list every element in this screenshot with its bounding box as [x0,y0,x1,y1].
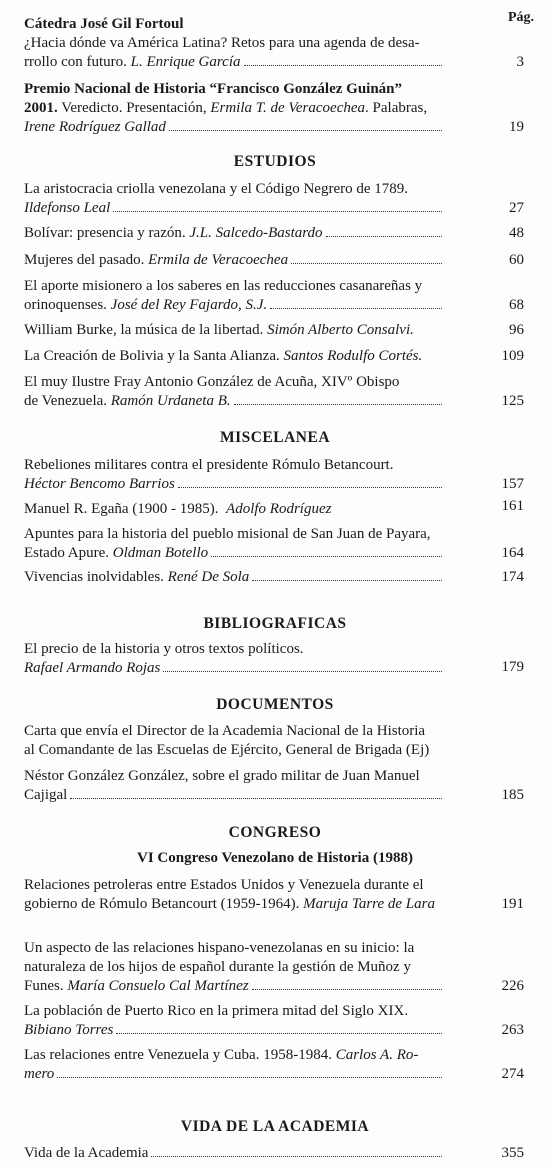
page-number: 60 [509,252,524,268]
entry-author: Santos Rodulfo Cortés. [283,348,423,364]
dot-leader [169,130,442,131]
entry-title-end: Funes. María Consuelo Cal Martínez [24,977,444,996]
entry-author: L. Enrique García [130,54,241,70]
section-heading-bibliograficas: BIBLIOGRAFICAS [203,615,347,632]
entry-author: Adolfo Rodríguez [226,501,332,517]
toc-entry [24,568,444,587]
toc-entry [24,224,444,243]
toc-entry [24,767,444,805]
page-number: 164 [501,545,524,561]
toc-entry [24,1002,444,1040]
entry-title-end [24,475,444,494]
dot-leader [113,211,442,212]
entry-title-end: rrollo con futuro. L. Enrique García [24,53,444,72]
dot-leader [234,404,442,405]
page-number: 263 [501,1022,524,1038]
toc-entry-premio [24,80,444,137]
entry-title-end [24,659,444,678]
page-number: 19 [509,119,524,135]
section-heading-estudios: ESTUDIOS [233,153,317,170]
entry-author: Bibiano Torres [24,1022,114,1038]
entry-title: Un aspecto de las relaciones hispano-venezolanas en su inicio: la [24,940,415,956]
page-number: 96 [509,322,524,338]
page-number: 161 [501,498,524,514]
dot-leader [270,308,442,309]
entry-title-end: al Comandante de las Escuelas de Ejército, General de Brigada (Ej) [24,742,430,758]
toc-entry [24,640,444,678]
page-number: 3 [516,54,524,70]
entry-author: Irene Rodríguez Gallad [24,119,166,135]
section-heading-documentos: DOCUMENTOS [216,696,334,713]
toc-entry [24,373,444,411]
dot-leader [252,580,442,581]
page-number: 179 [501,659,524,675]
entry-title-end [24,118,444,137]
entry-title-end [24,1021,444,1040]
entry-title: William Burke, la música de la libertad. Simón Alberto Consalvi. [24,322,414,338]
entry-heading: Premio Nacional de Historia “Francisco González Guinán” [24,81,403,97]
dot-leader [326,236,442,237]
toc-entry [24,876,444,914]
entry-title: Manuel R. Egaña (1900 - 1985). Adolfo Rodríguez [24,501,332,517]
entry-title: Rebeliones militares contra el presidente Rómulo Betancourt. [24,457,394,473]
entry-title: La Creación de Bolivia y la Santa Alianza. Santos Rodulfo Cortés. [24,348,423,364]
toc-entry [24,525,444,563]
entry-author: José del Rey Fajardo, S.J. [110,297,268,313]
page-number: 355 [501,1145,524,1161]
toc-entry [24,1144,444,1163]
dot-leader [211,556,442,557]
toc-entry [24,347,444,366]
entry-title-end: de Venezuela. Ramón Urdaneta B. [24,392,444,411]
page-number: 48 [509,225,524,241]
section-heading-vida: VIDA DE LA ACADEMIA [180,1118,370,1135]
toc-entry [24,277,444,315]
entry-title: La población de Puerto Rico en la primera mitad del Siglo XIX. [24,1003,409,1019]
page-column-header: Pág. [507,10,534,25]
entry-title-end: gobierno de Rómulo Betancourt (1959-1964). Maruja Tarre de Lara [24,896,435,912]
page-number: 185 [501,787,524,803]
dot-leader [116,1033,442,1034]
entry-author: María Consuelo Cal Martínez [67,978,249,994]
dot-leader [252,989,442,990]
entry-title: La aristocracia criolla venezolana y el Código Negrero de 1789. [24,181,409,197]
toc-entry [24,180,444,218]
entry-title: Vivencias inolvidables. René De Sola [24,568,444,587]
entry-title-end: mero [24,1065,444,1084]
toc-entry [24,456,444,494]
entry-title: El muy Ilustre Fray Antonio González de Acuña, XIVº Obispo [24,374,400,390]
toc-entry [24,500,444,519]
entry-title-cont: naturaleza de los hijos de español durante la gestión de Muñoz y [24,959,411,975]
dot-leader [163,671,442,672]
dot-leader [70,798,442,799]
page-number: 125 [501,393,524,409]
dot-leader [151,1156,442,1157]
entry-title: Mujeres del pasado. Ermila de Veracoechea [24,251,444,270]
entry-title: 2001. Veredicto. Presentación, Ermila T. de Veracoechea. Palabras, [24,100,428,116]
entry-author: Simón Alberto Consalvi. [267,322,414,338]
subsection-heading: VI Congreso Venezolano de Historia (1988) [137,850,413,866]
entry-author: Carlos A. Ro- [335,1047,419,1063]
entry-title-end: orinoquenses. José del Rey Fajardo, S.J. [24,296,444,315]
toc-entry [24,939,444,996]
entry-title: El aporte misionero a los saberes en las reducciones casanareñas y [24,278,423,294]
entry-author: Rafael Armando Rojas [24,660,161,676]
toc-entry [24,722,444,760]
dot-leader [244,65,443,66]
page-number: 191 [501,896,524,912]
page-number: 68 [509,297,524,313]
toc-entry [24,1046,444,1084]
entry-author: Ermila de Veracoechea [148,252,289,268]
entry-title-end: Estado Apure. Oldman Botello [24,544,444,563]
entry-heading: Cátedra José Gil Fortoul [24,16,184,32]
entry-author: Ramón Urdaneta B. [110,393,231,409]
entry-title: Relaciones petroleras entre Estados Unidos y Venezuela durante el [24,877,424,893]
dot-leader [291,263,442,264]
entry-title: Las relaciones entre Venezuela y Cuba. 1958-1984. Carlos A. Ro- [24,1047,419,1063]
page-number: 274 [501,1066,524,1082]
entry-title: Vida de la Academia [24,1144,444,1163]
entry-title: Apuntes para la historia del pueblo misional de San Juan de Payara, [24,526,431,542]
toc-entry [24,251,444,270]
page-number: 157 [501,476,524,492]
entry-author: J.L. Salcedo-Bastardo [189,225,323,241]
section-heading-miscelanea: MISCELANEA [219,429,331,446]
entry-author: René De Sola [167,569,250,585]
section-heading-congreso: CONGRESO [228,824,322,841]
entry-author: Maruja Tarre de Lara [303,896,435,912]
toc-entry-catedra [24,15,444,72]
entry-title: El precio de la historia y otros textos políticos. [24,641,304,657]
entry-author: Oldman Botello [112,545,209,561]
entry-title-end: Cajigal [24,786,444,805]
dot-leader [57,1077,442,1078]
toc-entry [24,321,444,340]
page-number: 174 [501,569,524,585]
page-number: 27 [509,200,524,216]
entry-title-end [24,199,444,218]
dot-leader [178,487,442,488]
entry-title: Carta que envía el Director de la Academia Nacional de la Historia [24,723,426,739]
entry-title: ¿Hacia dónde va América Latina? Retos para una agenda de desa- [24,35,420,51]
entry-title: Bolívar: presencia y razón. J.L. Salcedo-Bastardo [24,224,444,243]
entry-author: Ildefonso Leal [24,200,111,216]
entry-title: Néstor González González, sobre el grado militar de Juan Manuel [24,768,420,784]
entry-author: Héctor Bencomo Barrios [24,476,175,492]
page-number: 226 [501,978,524,994]
page-number: 109 [501,348,524,364]
